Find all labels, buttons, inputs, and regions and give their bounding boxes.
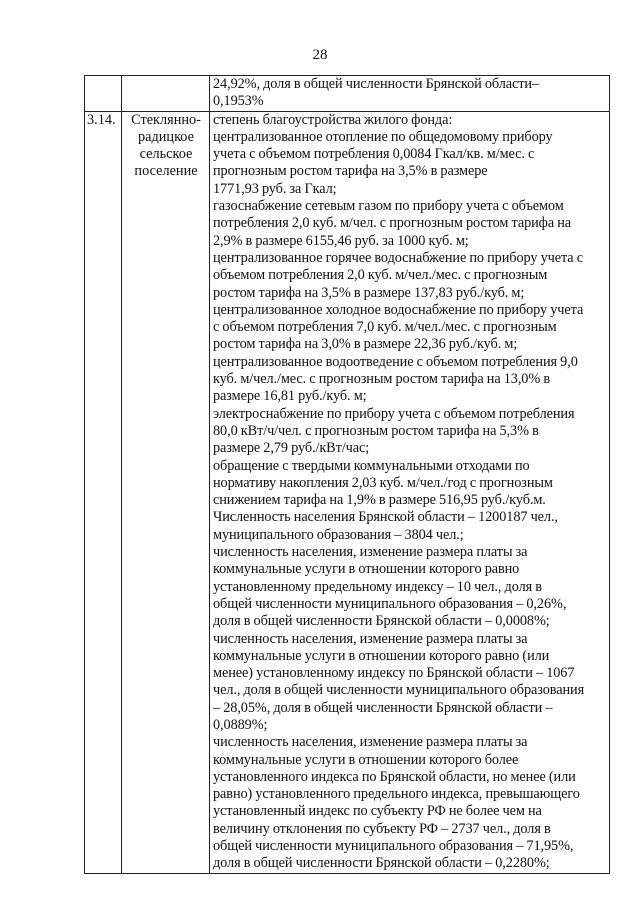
settlement-name-line: поселение (134, 163, 198, 180)
text-line: 1771,93 руб. за Гкал; (213, 180, 337, 197)
description-cell (210, 111, 610, 873)
text-line: коммунальные услуги в отношении которого более (213, 751, 519, 768)
text-line: численность населения, изменение размера платы за (213, 630, 528, 647)
text-line: общей численности муниципального образования – 0,26%, (213, 595, 567, 612)
text-line: муниципального образования – 3804 чел.; (213, 526, 464, 543)
text-line: Численность населения Брянской области – 1200187 чел., (213, 509, 558, 526)
description-cell (210, 76, 610, 112)
row-number-cell: 3.14. (85, 111, 122, 873)
text-line: потребления 2,0 куб. м/чел. с прогнозным ростом тарифа на (213, 215, 572, 232)
text-line: 0,1953% (213, 93, 264, 110)
text-line: доля в общей численности Брянской области – 0,2280%; (213, 855, 550, 872)
settlement-name-line: Стеклянно- (131, 111, 201, 128)
text-line: менее) установленному индексу по Брянской области – 1067 (213, 665, 575, 682)
text-line: установленному предельному индексу – 10 чел., доля в (213, 578, 542, 595)
text-line: величину отклонения по субъекту РФ – 2737 чел., доля в (213, 820, 551, 837)
text-line: численность населения, изменение размера платы за (213, 734, 528, 751)
page-number: 28 (312, 47, 328, 63)
text-line: численность населения, изменение размера платы за (213, 544, 528, 561)
text-line: чел., доля в общей численности муниципального образования (213, 682, 585, 699)
table-row-continuation (85, 76, 610, 112)
table-row-3-14 (85, 111, 610, 873)
text-line: ростом тарифа на 3,5% в размере 137,83 руб./куб. м; (213, 284, 525, 301)
text-line: коммунальные услуги в отношении которого равно (или (213, 647, 550, 664)
text-line: 0,0889%; (213, 716, 268, 733)
text-line: снижением тарифа на 1,9% в размере 516,95 руб./куб.м. (213, 492, 546, 509)
settlement-name-cell (122, 76, 210, 112)
text-line: степень благоустройства жилого фонда: (213, 111, 453, 128)
text-line: нормативу накопления 2,03 куб. м/чел./год с прогнозным (213, 474, 553, 491)
text-line: 2,9% в размере 6155,46 руб. за 1000 куб. м; (213, 232, 469, 249)
settlement-name-line: радицкое (138, 128, 194, 145)
text-line: равно) установленного предельного индекса, превышающего (213, 786, 580, 803)
text-line: объемом потребления 2,0 куб. м/чел./мес. с прогнозным (213, 267, 548, 284)
text-line: централизованное водоотведение с объемом потребления 9,0 (213, 353, 578, 370)
text-line: установленного индекса по Брянской области, но менее (или (213, 768, 576, 785)
text-line: коммунальные услуги в отношении которого равно (213, 561, 520, 578)
text-line: общей численности муниципального образования – 71,95%, (213, 838, 574, 855)
tariff-table (84, 75, 610, 874)
text-line: с объемом потребления 7,0 куб. м/чел./мес. с прогнозным (213, 319, 557, 336)
text-line: централизованное холодное водоснабжение по прибору учета (213, 301, 584, 318)
row-number-cell (85, 76, 122, 112)
text-line: газоснабжение сетевым газом по прибору учета с объемом (213, 198, 564, 215)
text-line: – 28,05%, доля в общей численности Брянской области – (213, 699, 553, 716)
text-line: прогнозным ростом тарифа на 3,5% в размере (213, 163, 488, 180)
text-line: размере 2,79 руб./кВт/час; (213, 440, 370, 457)
text-line: доля в общей численности Брянской области – 0,0008%; (213, 613, 550, 630)
settlement-name-line: сельское (139, 146, 193, 163)
text-line: учета с объемом потребления 0,0084 Гкал/кв. м/мес. с (213, 146, 535, 163)
text-line: централизованное горячее водоснабжение по прибору учета с (213, 249, 583, 266)
text-line: обращение с твердыми коммунальными отходами по (213, 457, 530, 474)
text-line: ростом тарифа на 3,0% в размере 22,36 руб./куб. м; (213, 336, 518, 353)
text-line: установленный индекс по субъекту РФ не более чем на (213, 803, 542, 820)
text-line: размере 16,81 руб./куб. м; (213, 388, 367, 405)
text-line: 80,0 кВт/ч/чел. с прогнозным ростом тарифа на 5,3% в (213, 422, 539, 439)
text-line: 24,92%, доля в общей численности Брянской области– (213, 76, 540, 92)
settlement-name-cell (122, 111, 210, 873)
text-line: куб. м/чел./мес. с прогнозным ростом тарифа на 13,0% в (213, 371, 550, 388)
text-line: централизованное отопление по общедомовому прибору (213, 128, 553, 145)
text-line: электроснабжение по прибору учета с объемом потребления (213, 405, 575, 422)
